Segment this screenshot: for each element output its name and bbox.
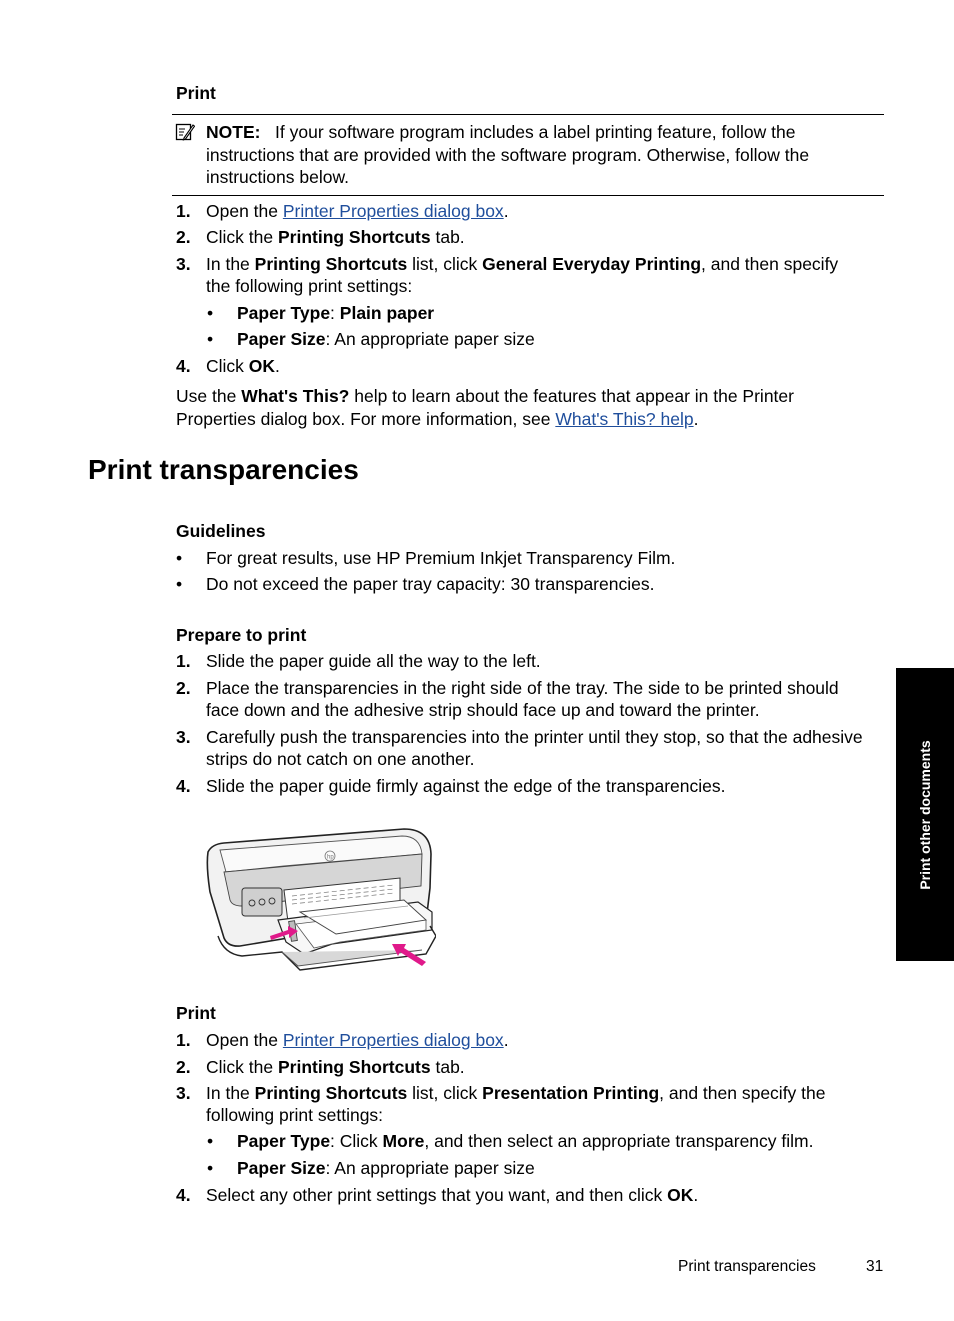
note-icon xyxy=(175,122,195,142)
footer-section-label: Print transparencies xyxy=(678,1258,816,1275)
footer-page-number: 31 xyxy=(866,1258,884,1275)
print-step-2: 2. Click the Printing Shortcuts tab. xyxy=(176,227,465,247)
prepare-step-3: 3. Carefully push the transparencies into the printer until they stop, so that the adhesive strips do not catch on one another. xyxy=(176,727,863,769)
print-step-4: 4. Click OK. xyxy=(176,356,280,376)
print2-bullet-paper-type: • Paper Type: Click More, and then select an appropriate transparency film. xyxy=(207,1131,814,1151)
note-text-1: If your software program includes a label printing feature, follow the xyxy=(275,122,796,142)
print-step-1: 1. Open the Printer Properties dialog box. xyxy=(176,201,509,221)
print2-step-3: 3. In the Printing Shortcuts list, click Presentation Printing, and then specify the following print settings: xyxy=(176,1083,826,1125)
print-heading-2: Print xyxy=(176,1003,216,1023)
prepare-step-2: 2. Place the transparencies in the right side of the tray. The side to be printed should face down and the adhesive strip should face up and toward the printer. xyxy=(176,678,839,720)
note-label: NOTE: xyxy=(206,122,261,142)
print-step-3: 3. In the Printing Shortcuts list, click General Everyday Printing, and then specify the following print settings: xyxy=(176,254,839,296)
print-bullet-paper-size: • Paper Size: An appropriate paper size xyxy=(207,329,535,349)
page-title: Print transparencies xyxy=(88,454,359,485)
printer-illustration xyxy=(204,826,436,971)
print2-bullet-paper-size: • Paper Size: An appropriate paper size xyxy=(207,1158,535,1178)
whats-this-help-link[interactable]: What's This? help xyxy=(555,409,694,429)
whats-this-paragraph-1: Use the What's This? help to learn about the features that appear in the Printer xyxy=(176,386,794,406)
print2-step-2: 2. Click the Printing Shortcuts tab. xyxy=(176,1057,465,1077)
prepare-heading: Prepare to print xyxy=(176,625,307,645)
chapter-side-tab-label: Print other documents xyxy=(917,739,933,890)
note-bottom-rule xyxy=(172,195,884,196)
note-top-rule xyxy=(172,114,884,115)
prepare-step-4: 4. Slide the paper guide firmly against the edge of the transparencies. xyxy=(176,776,726,796)
whats-this-paragraph-2: Properties dialog box. For more information, see What's This? help. xyxy=(176,409,699,429)
prepare-step-1: 1. Slide the paper guide all the way to the left. xyxy=(176,651,541,671)
chapter-side-tab xyxy=(896,668,954,961)
guidelines-heading: Guidelines xyxy=(176,521,266,541)
printer-properties-link[interactable]: Printer Properties dialog box xyxy=(282,1030,504,1050)
guideline-item: • For great results, use HP Premium Inkjet Transparency Film. xyxy=(176,548,676,568)
section-heading-print: Print xyxy=(176,83,216,103)
note-line-1 xyxy=(206,121,795,143)
print-bullet-paper-type: • Paper Type: Plain paper xyxy=(207,303,435,323)
hp-logo: hp xyxy=(327,854,334,861)
guideline-item: • Do not exceed the paper tray capacity: 30 transparencies. xyxy=(176,574,655,594)
note-line-3: instructions below. xyxy=(206,167,349,187)
note-line-2: instructions that are provided with the software program. Otherwise, follow the xyxy=(206,145,810,165)
print2-step-4: 4. Select any other print settings that you want, and then click OK. xyxy=(176,1185,699,1205)
print2-step-1: 1. Open the Printer Properties dialog box. xyxy=(176,1030,509,1050)
printer-properties-link[interactable]: Printer Properties dialog box xyxy=(282,201,504,221)
